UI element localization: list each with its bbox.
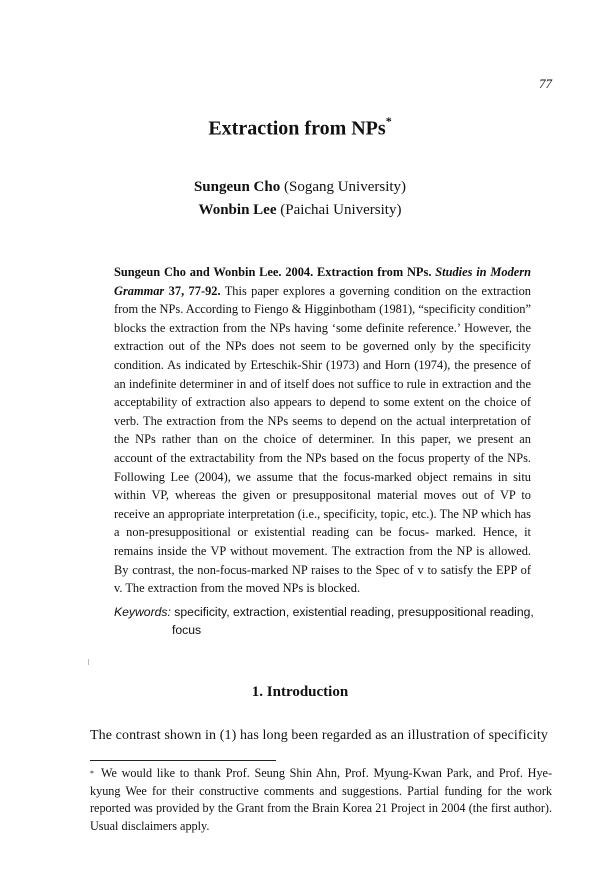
page-number: 77 bbox=[539, 76, 552, 91]
abstract bbox=[114, 263, 531, 598]
author-name: Sungeun Cho bbox=[193, 179, 281, 195]
author-affiliation: (Paichai University) bbox=[280, 202, 402, 218]
keywords-line-1: specificity, extraction, existential reading, presuppositional reading, bbox=[174, 605, 534, 619]
author-affiliation: (Sogang University) bbox=[283, 179, 407, 195]
keywords bbox=[114, 603, 534, 639]
keywords-label: Keywords: bbox=[114, 605, 171, 619]
abstract-citation: Sungeun Cho and Wonbin Lee. 2004. Extraction from NPs. bbox=[114, 265, 432, 279]
abstract-pages: 37, 77-92. bbox=[168, 283, 221, 298]
abstract-journal: Studies in Modern Grammar bbox=[114, 265, 531, 298]
abstract-text: This paper explores a governing condition on the extraction from the NPs. According to Fiengo & Higginbotham (1981), “specificity condition” blocks the extraction from the NPs having ‘some definite reference.’ However, the extraction out of the NPs does not seem to be governed only by the specificity condition. As indicated by Erteschik-Shir (1973) and Horn (1974), the presence of an indefinite determiner in and of itself does not suffice to rule in extraction and the acceptability of extraction also appears to depend to some extent on the choice of verb. The extraction from the NPs seems to depend on the actual interpretation of the NPs rather than on the choice of determiner. In this paper, we present an account of the extractability from the NPs based on the focus property of the NPs. Following Lee (2004), we assume that the focus-marked object remains in situ within VP, whereas the given or presuppositonal material moves out of VP to receive an appropriate interpretation (i.e., specificity, topic, etc.). The NP which has a non-presuppositional or existential reading can be focus- marked. Hence, it remains inside the VP without movement. The extraction from the NP is allowed. By contrast, the non-focus-marked NP raises to the Spec of v to satisfy the EPP of v. The extraction from the moved NPs is blocked. bbox=[114, 283, 531, 596]
footnote-divider bbox=[90, 760, 276, 761]
margin-mark bbox=[88, 659, 89, 665]
paper-title bbox=[0, 116, 600, 141]
author-list bbox=[0, 176, 600, 222]
footnote-text: We would like to thank Prof. Seung Shin Ahn, Prof. Myung-Kwan Park, and Prof. Hye-kyung Wee for their constructive comments and suggestions. Partial funding for the work reported was provided by the Grant from the Brain Korea 21 Project in 2004 (the first author). Usual disclaimers apply. bbox=[90, 766, 552, 833]
keywords-line-2: focus bbox=[172, 623, 202, 637]
section-heading: 1. Introduction bbox=[251, 684, 349, 700]
author-line bbox=[0, 176, 600, 199]
footnote-mark: * bbox=[90, 769, 94, 778]
footnote bbox=[90, 765, 552, 835]
author-line bbox=[0, 199, 600, 222]
paper-title-text: Extraction from NPs bbox=[208, 117, 386, 140]
author-name: Wonbin Lee bbox=[198, 202, 277, 218]
title-footnote-mark: * bbox=[385, 114, 392, 128]
body-paragraph: The contrast shown in (1) has long been regarded as an illustration of specificity bbox=[90, 728, 549, 743]
